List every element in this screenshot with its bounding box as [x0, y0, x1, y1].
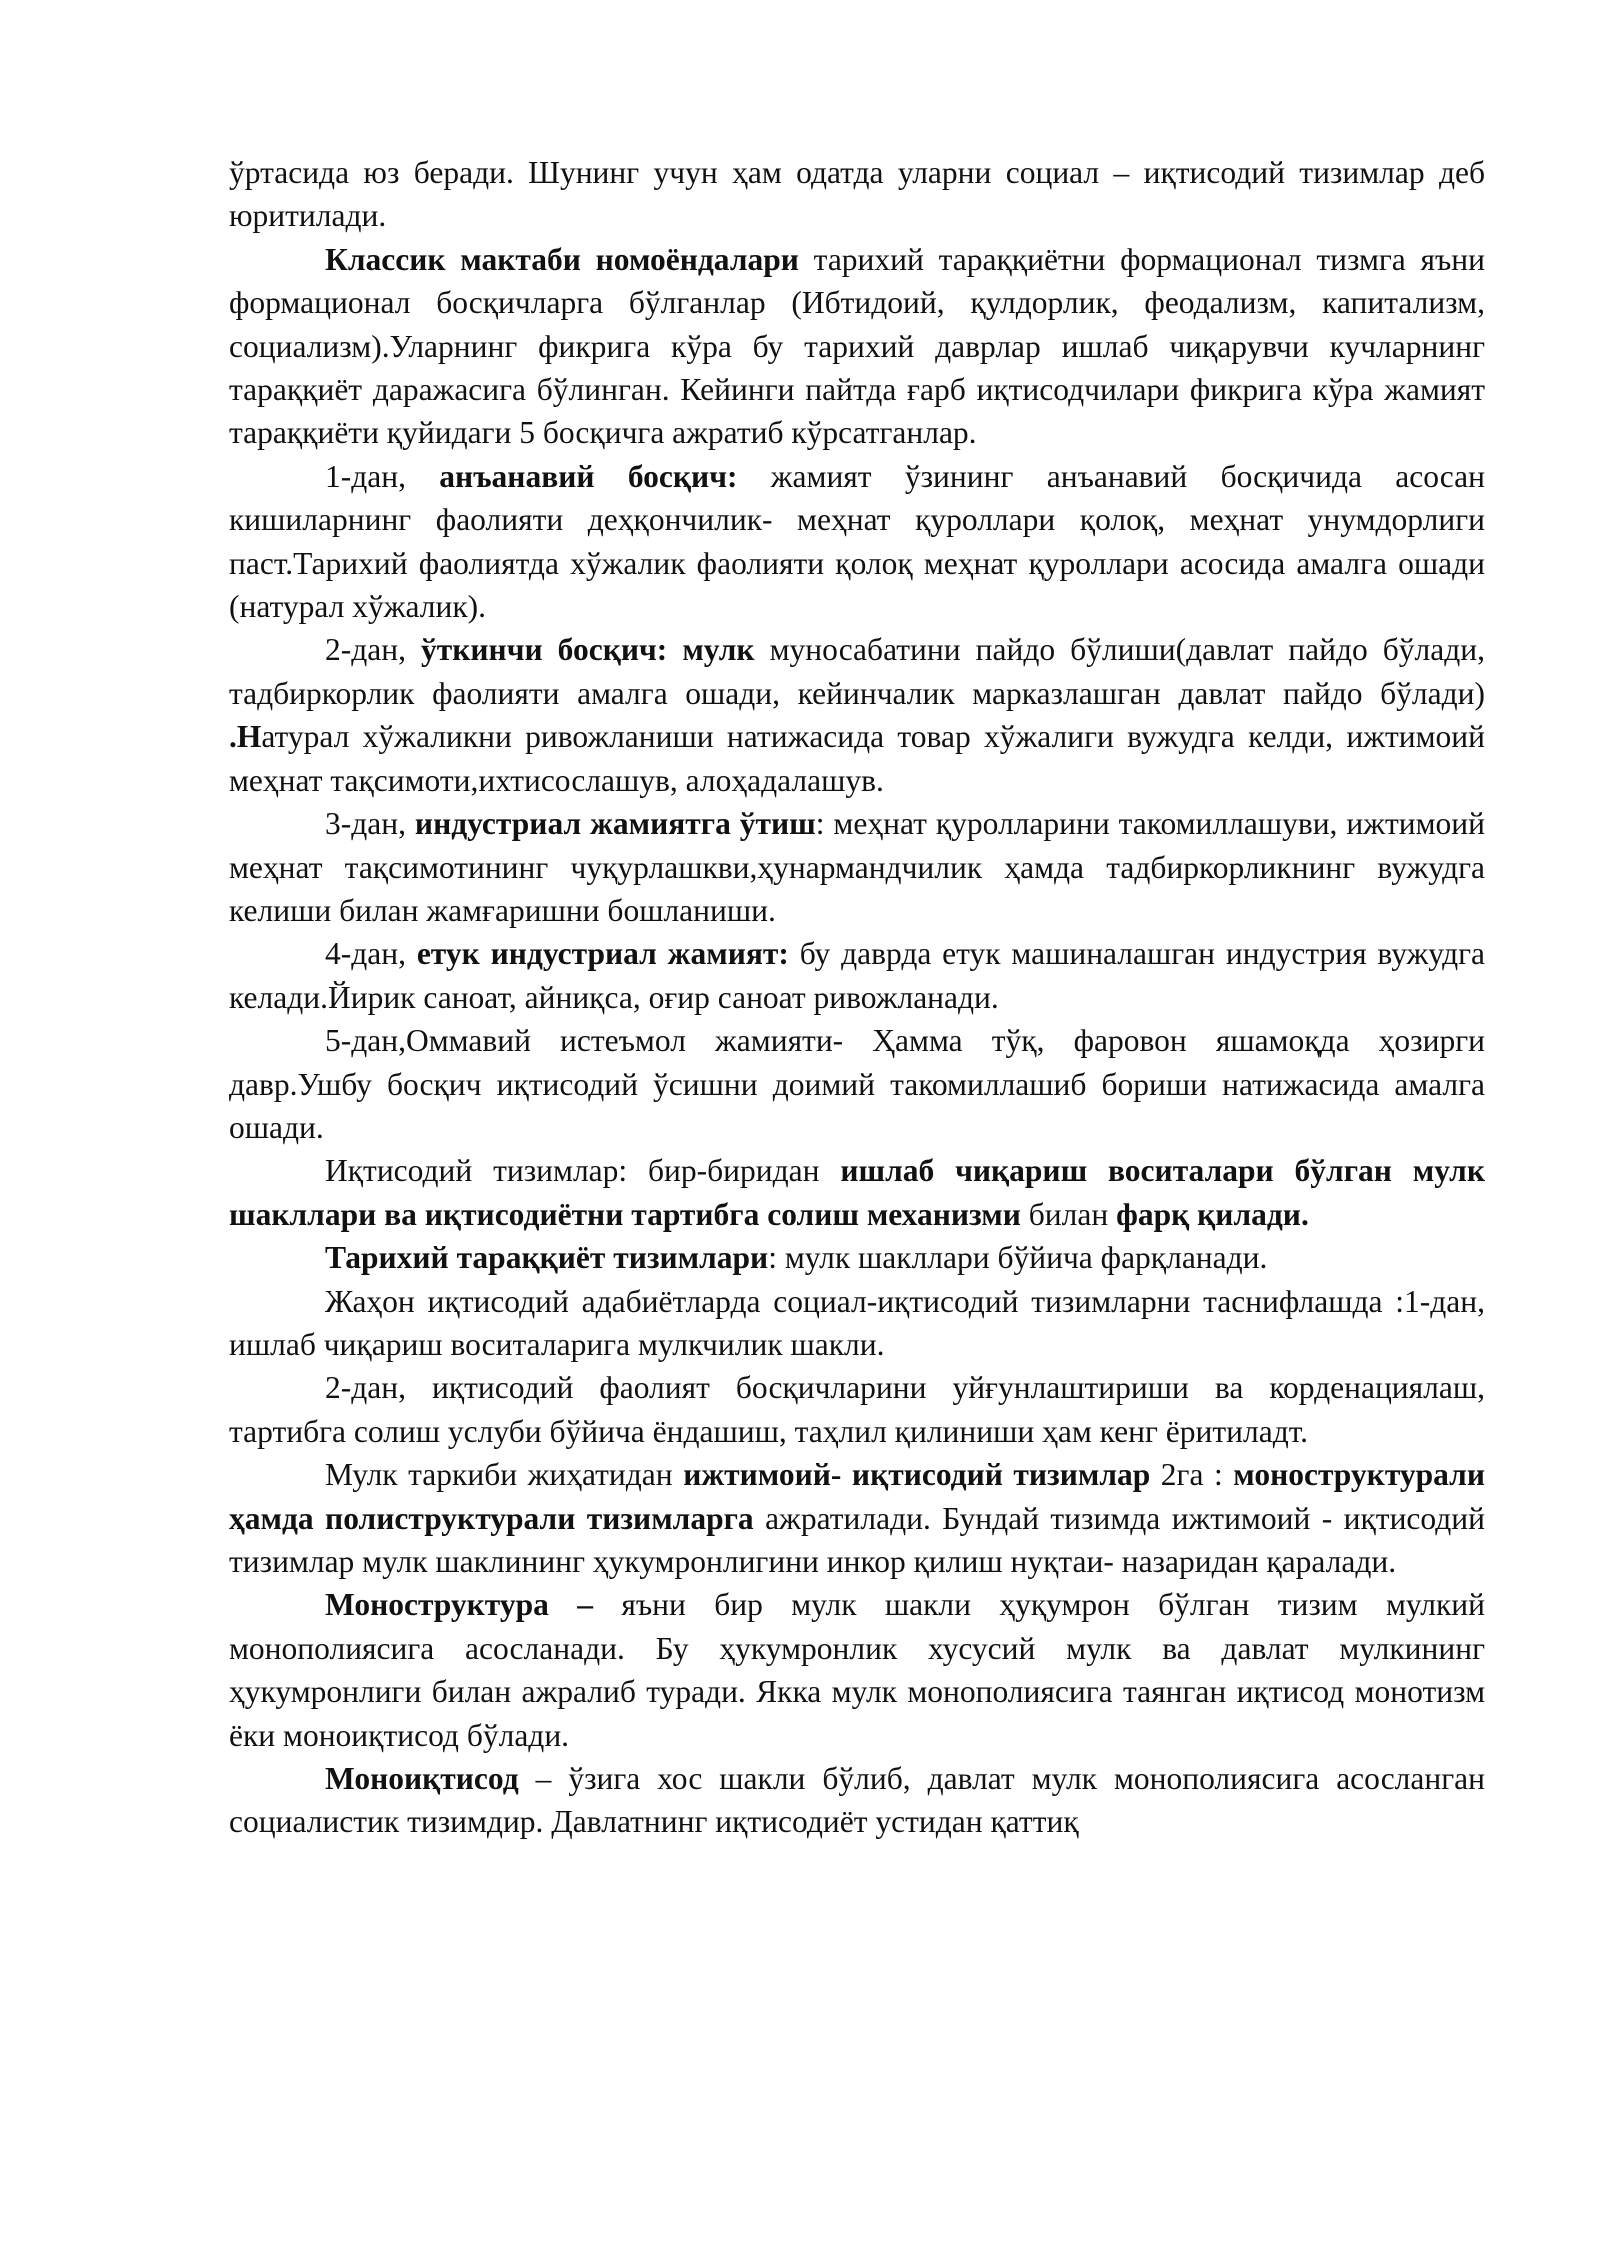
text-run: : мулк шакллари бўйича фарқланади. — [768, 1240, 1268, 1276]
bold-text: ижтимоий- иқтисодий тизимлар — [683, 1457, 1151, 1493]
text-run: билан — [1020, 1196, 1117, 1232]
text-run: Жаҳон иқтисодий адабиётларда социал-иқтисодий тизимларни таснифлашда :1-дан, ишлаб чиқариш воситаларига мулкчилик шакли. — [229, 1283, 1485, 1362]
text-run: ўртасида юз беради. Шунинг учун ҳам одатда уларни социал – иқтисодий тизимлар деб юритилади. — [229, 155, 1485, 234]
paragraph — [229, 1583, 1485, 1757]
text-run: атурал хўжаликни ривожланиши натижасида товар хўжалиги вужудга келди, ижтимоий меҳнат тақсимоти,ихтисослашув, алоҳадалашув. — [229, 719, 1485, 798]
paragraph — [229, 1757, 1485, 1844]
document-page — [229, 151, 1485, 1844]
bold-text: анъанавий босқич: — [439, 458, 738, 494]
paragraph — [229, 455, 1485, 629]
bold-text: Моноиқтисод — [325, 1761, 519, 1797]
paragraph — [229, 151, 1485, 238]
text-run: жамият ўзининг анъанавий босқичида асосан кишиларнинг фаолияти деҳқончилик- меҳнат қуроллари қолоқ, меҳнат унумдорлиги паст.Тарихий фаолиятда хўжалик фаолияти қолоқ меҳнат қуроллари асосида амалга ошади (натурал хўжалик). — [229, 458, 1485, 625]
text-run: бу даврда етук машиналашган индустрия вужудга келади.Йирик саноат, айниқса, оғир саноат ривожланади. — [229, 936, 1485, 1015]
text-run: тарихий тараққиётни формационал тизмга яъни формационал босқичларга бўлганлар (Ибтидоий, қулдорлик, феодализм, капитализм, социализм).Уларнинг фикрига кўра бу тарихий даврлар ишлаб чиқарувчи кучларнинг тараққиёт даражасига бўлинган. Кейинги пайтда ғарб иқтисодчилари фикрига кўра жамият тараққиёти қуйидаги 5 босқичга ажратиб кўрсатганлар. — [229, 241, 1486, 451]
text-run: 1-дан, — [325, 458, 440, 494]
paragraph — [229, 1236, 1485, 1279]
bold-text: Моноструктура – — [325, 1587, 593, 1623]
bold-text: Классик мактаби номоёндалари — [325, 241, 799, 277]
bold-text: Тарихий тараққиёт тизимлари — [325, 1240, 769, 1276]
text-run: Мулк таркиби жиҳатидан — [325, 1457, 684, 1493]
paragraph — [229, 238, 1485, 455]
paragraph — [229, 628, 1485, 802]
bold-text: фарқ қилади. — [1116, 1196, 1309, 1232]
text-run: 2-дан, иқтисодий фаолият босқичларини уйғунлаштириши ва корденациялаш, тартибга солиш услуби бўйича ёндашиш, таҳлил қилиниши ҳам кенг ёритиладт. — [229, 1370, 1485, 1449]
paragraph — [229, 1366, 1485, 1453]
text-run: ажратилади. Бундай тизимда ижтимоий - иқтисодий тизимлар мулк шаклининг ҳукумронлигини инкор қилиш нуқтаи- назаридан қаралади. — [229, 1500, 1485, 1579]
bold-text: ўткинчи босқич: мулк — [421, 632, 755, 668]
paragraph — [229, 1019, 1485, 1149]
paragraph — [229, 1149, 1485, 1236]
bold-text: етук индустриал жамият: — [416, 936, 789, 972]
text-run: Иқтисодий тизимлар: бир-биридан — [325, 1153, 841, 1189]
bold-text: .Н — [229, 719, 262, 755]
text-run: 5-дан,Оммавий истеъмол жамияти- Ҳамма тўқ, фаровон яшамоқда ҳозирги давр.Ушбу босқич иқтисодий ўсишни доимий такомиллашиб бориши натижасида амалга ошади. — [229, 1023, 1485, 1145]
bold-text: индустриал жамиятга ўтиш — [414, 806, 816, 842]
text-run: : меҳнат қуролларини такомиллашуви, ижтимоий меҳнат тақсимотининг чуқурлашкви,ҳунармандчилик ҳамда тадбиркорликнинг вужудга келиши билан жамғаришни бошланиши. — [229, 806, 1486, 928]
bold-text: моноструктурали ҳамда полиструктурали тизимларга — [229, 1457, 1485, 1536]
text-run: 4-дан, — [325, 936, 417, 972]
paragraph — [229, 932, 1485, 1019]
text-run: яъни бир мулк шакли ҳуқумрон бўлган тизим мулкий монополиясига асосланади. Бу ҳукумронлик хусусий мулк ва давлат мулкининг ҳукумронлиги билан ажралиб туради. Якка мулк монополиясига таянган иқтисод монотизм ёки моноиқтисод бўлади. — [229, 1587, 1485, 1753]
paragraph — [229, 1453, 1485, 1583]
text-run: 2-дан, — [325, 632, 422, 668]
paragraph — [229, 802, 1485, 932]
bold-text: ишлаб чиқариш воситалари бўлган мулк шакллари ва иқтисодиётни тартибга солиш механизми — [229, 1153, 1485, 1232]
text-run: – ўзига хос шакли бўлиб, давлат мулк монополиясига асосланган социалистик тизимдир. Давлатнинг иқтисодиёт устидан қаттиқ — [229, 1761, 1485, 1840]
text-run: 2га : — [1150, 1457, 1234, 1493]
paragraph — [229, 1280, 1485, 1367]
text-run: муносабатини пайдо бўлиши(давлат пайдо бўлади, тадбиркорлик фаолияти амалга ошади, кейинчалик марказлашган давлат пайдо бўлади) — [229, 632, 1486, 711]
text-run: 3-дан, — [325, 806, 415, 842]
